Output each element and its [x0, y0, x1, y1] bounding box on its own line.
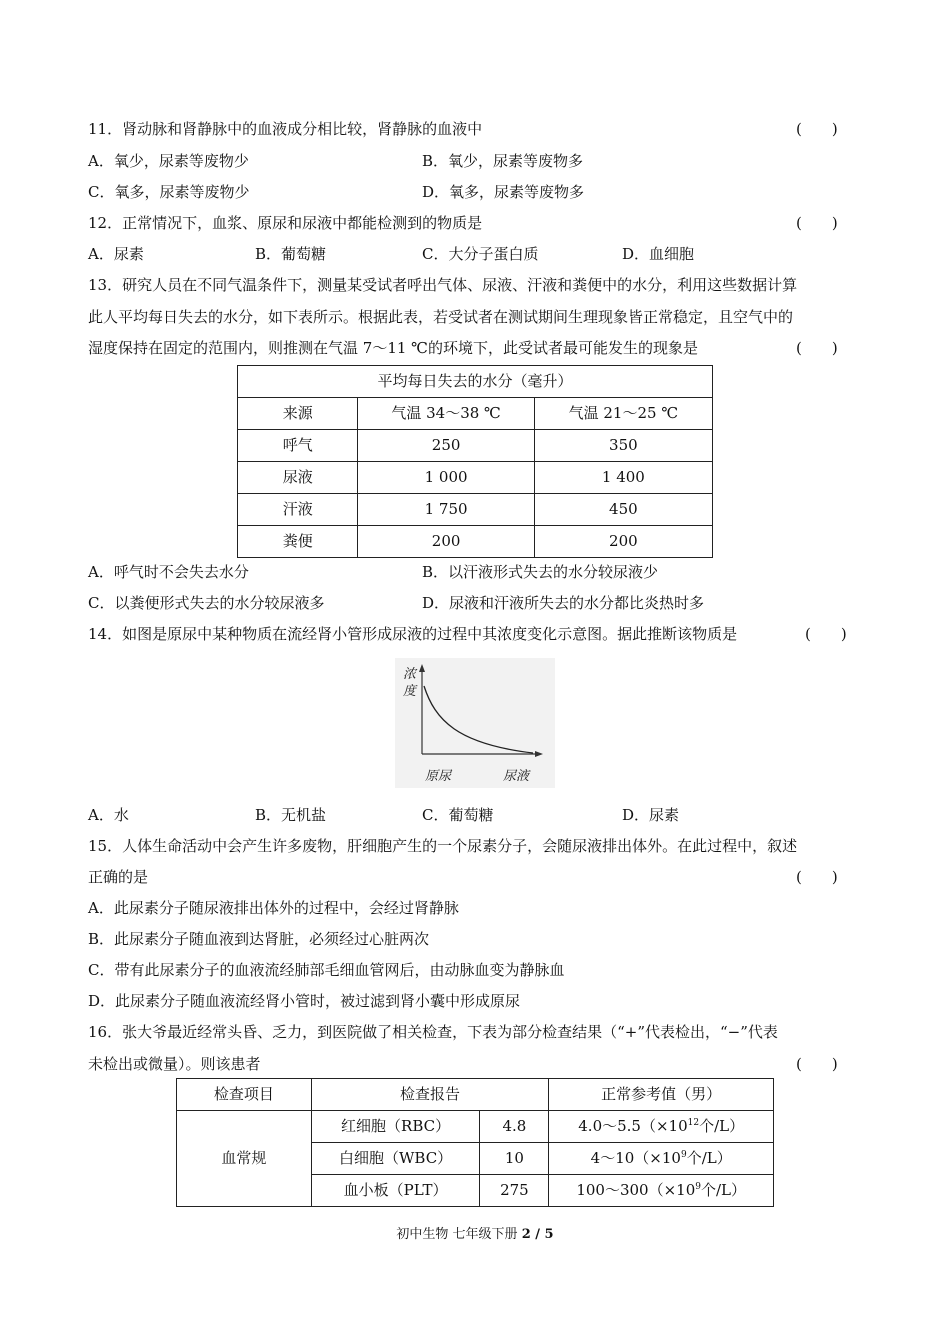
q13-table-title: 平均每日失去的水分（毫升） [238, 366, 713, 398]
table-cell: 1 400 [534, 462, 712, 494]
q16-stem-line-1: 16．张大爷最近经常头昏、乏力，到医院做了相关检查，下表为部分检查结果（“+”代表检出，“−”代表 [88, 1023, 778, 1041]
table-cell: 250 [358, 430, 534, 462]
footer-text: 初中生物 七年级下册 [396, 1227, 518, 1242]
q13-option-c: C．以粪便形式失去的水分较尿液多 [88, 594, 325, 612]
q16-blood-test-table [176, 1078, 774, 1207]
figure-x-start-label: 原尿 [425, 769, 452, 784]
q15-option-b: B．此尿素分子随血液到达肾脏，必须经过心脏两次 [88, 930, 430, 948]
q11-option-d: D．氧多，尿素等废物多 [422, 183, 585, 201]
table-cell: 200 [358, 526, 534, 558]
q14-option-c: C．葡萄糖 [422, 806, 494, 824]
q16-stem-line-2: 未检出或微量）。则该患者 [88, 1055, 261, 1073]
q16-group-label: 血常规 [177, 1111, 312, 1207]
q14-option-d: D．尿素 [622, 806, 680, 824]
q12-stem: 12．正常情况下，血浆、原尿和尿液中都能检测到的物质是 [88, 214, 483, 232]
q16-header-report: 检查报告 [311, 1079, 549, 1111]
q12-option-c: C．大分子蛋白质 [422, 245, 539, 263]
q13-stem-line-3: 湿度保持在固定的范围内，则推测在气温 7～11 ℃的环境下，此受试者最可能发生的现象是 [88, 339, 698, 357]
figure-background [395, 658, 555, 788]
q11-option-b: B．氧少，尿素等废物多 [422, 152, 584, 170]
q13-header-hot: 气温 34～38 ℃ [358, 398, 534, 430]
q14-stem: 14．如图是原尿中某种物质在流经肾小管形成尿液的过程中其浓度变化示意图。据此推断该物质是 [88, 625, 738, 643]
q14-option-b: B．无机盐 [255, 806, 327, 824]
figure-ylabel-2: 度 [403, 684, 417, 699]
table-cell: 1 000 [358, 462, 534, 494]
q15-option-d: D．此尿素分子随血液流经肾小管时，被过滤到肾小囊中形成原尿 [88, 992, 521, 1010]
q11-stem: 11．肾动脉和肾静脉中的血液成分相比较，肾静脉的血液中 [88, 120, 483, 138]
q15-stem-line-1: 15．人体生命活动中会产生许多废物，肝细胞产生的一个尿素分子，会随尿液排出体外。在此过程中，叙述 [88, 837, 798, 855]
q16-header-item: 检查项目 [177, 1079, 312, 1111]
page-number: 2 / 5 [521, 1227, 554, 1242]
q13-header-mild: 气温 21～25 ℃ [534, 398, 712, 430]
q13-option-b: B．以汗液形式失去的水分较尿液少 [422, 563, 659, 581]
table-cell: 红细胞（RBC） [311, 1111, 480, 1143]
table-cell: 汗液 [238, 494, 358, 526]
q16-header-reference: 正常参考值（男） [549, 1079, 774, 1111]
q13-option-a: A．呼气时不会失去水分 [88, 563, 249, 581]
q15-stem-line-2: 正确的是 [88, 868, 149, 886]
figure-ylabel-1: 浓 [403, 667, 417, 682]
reference-cell: $4.0\sim 5.5(\times 10^{12}$个/L） [549, 1111, 774, 1143]
q13-option-d: D．尿液和汗液所失去的水分都比炎热时多 [422, 594, 705, 612]
q16-answer-paren: ( ) [796, 1055, 838, 1073]
table-cell: 4.8 [480, 1111, 549, 1143]
q15-option-c: C．带有此尿素分子的血液流经肺部毛细血管网后，由动脉血变为静脉血 [88, 961, 565, 979]
q12-option-b: B．葡萄糖 [255, 245, 327, 263]
table-cell: 粪便 [238, 526, 358, 558]
q14-option-a: A．水 [88, 806, 129, 824]
q12-option-d: D．血细胞 [622, 245, 695, 263]
figure-x-end-label: 尿液 [503, 769, 530, 784]
q13-header-source: 来源 [238, 398, 358, 430]
table-cell: 白细胞（WBC） [311, 1143, 480, 1175]
q13-stem-line-2: 此人平均每日失去的水分，如下表所示。根据此表，若受试者在测试期间生理现象皆正常稳定，且空气中的 [88, 308, 794, 326]
q13-answer-paren: ( ) [796, 339, 838, 357]
table-cell: 450 [534, 494, 712, 526]
q13-stem-line-1: 13．研究人员在不同气温条件下，测量某受试者呼出气体、尿液、汗液和粪便中的水分，利用这些数据计算 [88, 276, 798, 294]
q14-concentration-figure [395, 658, 555, 788]
q15-option-a: A．此尿素分子随尿液排出体外的过程中，会经过肾静脉 [88, 899, 459, 917]
q11-option-c: C．氧多，尿素等废物少 [88, 183, 250, 201]
table-cell: 尿液 [238, 462, 358, 494]
reference-cell: $100\sim 300(\times 10^9$个/L） [549, 1175, 774, 1207]
table-cell: 350 [534, 430, 712, 462]
reference-cell: $4\sim 10(\times 10^9$个/L） [549, 1143, 774, 1175]
q15-answer-paren: ( ) [796, 868, 838, 886]
table-cell: 呼气 [238, 430, 358, 462]
table-cell: 1 750 [358, 494, 534, 526]
table-cell: 200 [534, 526, 712, 558]
q14-answer-paren: ( ) [805, 625, 847, 643]
table-cell: 275 [480, 1175, 549, 1207]
q13-water-loss-table [237, 365, 713, 558]
table-cell: 10 [480, 1143, 549, 1175]
q12-answer-paren: ( ) [796, 214, 838, 232]
page-footer [0, 1228, 950, 1241]
table-cell: 血小板（PLT） [311, 1175, 480, 1207]
q11-option-a: A．氧少，尿素等废物少 [88, 152, 249, 170]
q11-answer-paren: ( ) [796, 120, 838, 138]
q12-option-a: A．尿素 [88, 245, 144, 263]
